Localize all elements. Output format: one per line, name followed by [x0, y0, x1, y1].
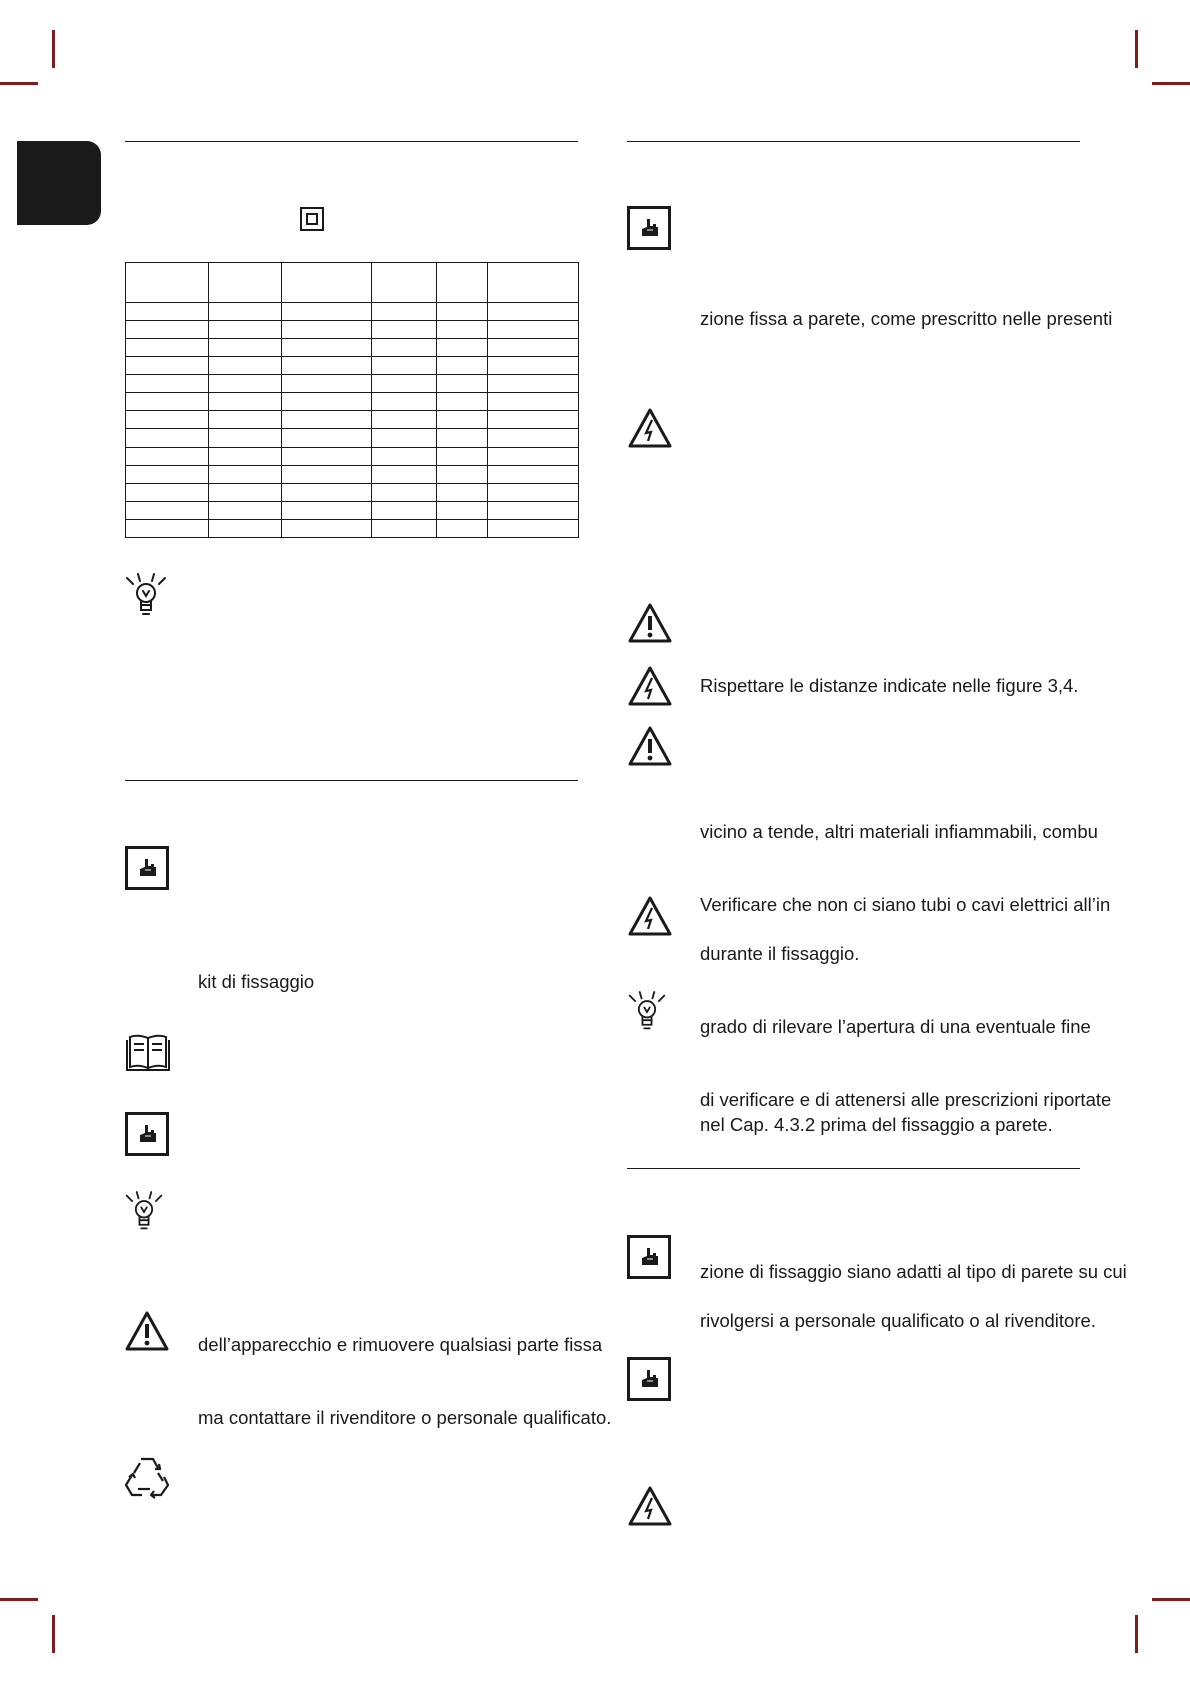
table-row	[126, 483, 579, 501]
body-text-line: di verificare e di attenersi alle prescrizioni riportate	[700, 1089, 1112, 1110]
crop-mark	[1152, 1598, 1190, 1601]
crop-mark	[52, 1615, 55, 1653]
open-book-icon	[124, 1034, 172, 1074]
hand-pointing-icon	[627, 1357, 671, 1401]
electric-hazard-icon	[627, 895, 673, 937]
body-text-line: ma contattare il rivenditore o personale qualificato.	[198, 1407, 612, 1428]
specification-table	[125, 262, 579, 538]
section-rule	[627, 1168, 1080, 1169]
table-row	[126, 393, 579, 411]
table-header-row	[126, 263, 579, 303]
hand-pointing-icon	[125, 846, 169, 890]
lightbulb-icon	[627, 990, 667, 1034]
crop-mark	[0, 1598, 38, 1601]
table-row	[126, 339, 579, 357]
crop-mark	[0, 82, 38, 85]
language-tab	[17, 141, 101, 225]
table-row	[126, 303, 579, 321]
crop-mark	[1135, 1615, 1138, 1653]
recycle-icon	[124, 1455, 170, 1499]
section-rule	[125, 780, 578, 781]
section-rule	[627, 141, 1080, 142]
electric-hazard-icon	[627, 407, 673, 449]
lightbulb-icon	[124, 1190, 164, 1234]
table-row	[126, 465, 579, 483]
hand-pointing-icon	[627, 1235, 671, 1279]
hand-pointing-icon	[627, 206, 671, 250]
table-row	[126, 411, 579, 429]
body-text-line: Rispettare le distanze indicate nelle figure 3,4.	[700, 675, 1079, 696]
body-text-line: zione fissa a parete, come prescritto nelle presenti	[700, 308, 1113, 329]
crop-mark	[1152, 82, 1190, 85]
table-row	[126, 447, 579, 465]
hand-pointing-icon	[125, 1112, 169, 1156]
double-square-icon	[300, 207, 324, 231]
body-text-line: dell’apparecchio e rimuovere qualsiasi parte fissa	[198, 1334, 603, 1355]
section-rule	[125, 141, 578, 142]
body-text-line: durante il fissaggio.	[700, 943, 860, 964]
exclamation-warning-icon	[124, 1310, 170, 1352]
crop-mark	[1135, 30, 1138, 68]
body-text-line: zione di fissaggio siano adatti al tipo di parete su cui	[700, 1261, 1127, 1282]
table-row	[126, 357, 579, 375]
kit-label: kit di fissaggio	[198, 971, 315, 992]
body-text-line: grado di rilevare l’apertura di una eventuale fine	[700, 1016, 1091, 1037]
table-row	[126, 501, 579, 519]
table-row	[126, 429, 579, 447]
lightbulb-icon	[124, 572, 168, 620]
body-text-line: Verificare che non ci siano tubi o cavi elettrici all’in	[700, 894, 1111, 915]
table-row	[126, 375, 579, 393]
crop-mark	[52, 30, 55, 68]
table-row	[126, 519, 579, 537]
electric-hazard-icon	[627, 665, 673, 707]
body-text-line: vicino a tende, altri materiali infiammabili, combu	[700, 821, 1098, 842]
table-row	[126, 321, 579, 339]
body-text-line: nel Cap. 4.3.2 prima del fissaggio a parete.	[700, 1114, 1053, 1135]
body-text-line: rivolgersi a personale qualificato o al rivenditore.	[700, 1310, 1096, 1331]
exclamation-warning-icon	[627, 725, 673, 767]
exclamation-warning-icon	[627, 602, 673, 644]
electric-hazard-icon	[627, 1485, 673, 1527]
